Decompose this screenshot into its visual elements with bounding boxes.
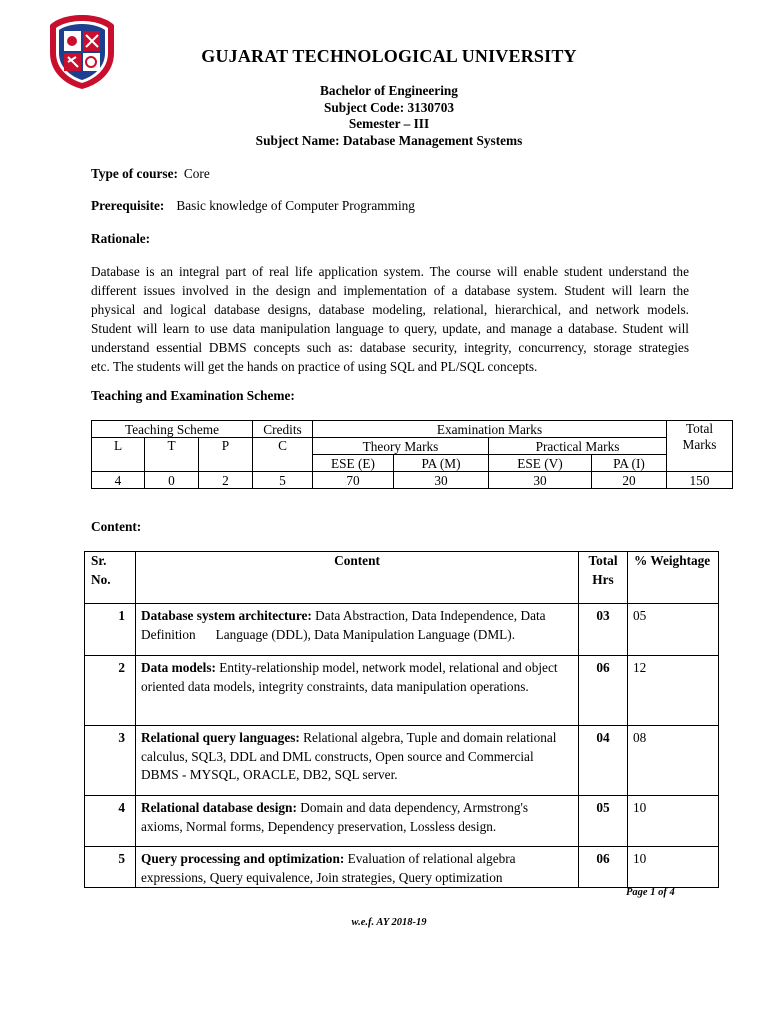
l-value: 4 bbox=[92, 472, 145, 489]
table-row: 5 Query processing and optimization: Evaluation of relational algebra expressions, Query equivalence, Join strategies, Query optimization 06 10 bbox=[85, 847, 719, 888]
practical-marks-header: Practical Marks bbox=[489, 438, 667, 455]
p-header: P bbox=[199, 438, 253, 472]
prerequisite-value: Basic knowledge of Computer Programming bbox=[176, 198, 415, 213]
theory-marks-header: Theory Marks bbox=[313, 438, 489, 455]
ese-e-value: 70 bbox=[313, 472, 394, 489]
degree: Bachelor of Engineering bbox=[320, 83, 458, 98]
rationale-line: physical and logical database designs, database modeling, relational, hierarchical, and network models. bbox=[91, 302, 689, 317]
pa-m-value: 30 bbox=[394, 472, 489, 489]
rationale-line: Database is an integral part of real life application system. The course will enable student understand the bbox=[91, 264, 689, 279]
total-hrs-header: Total Hrs bbox=[579, 552, 628, 604]
content-heading: Content: bbox=[91, 519, 142, 534]
rationale-line: different issues involved in the design and implementation of a database system. Student will learn the bbox=[91, 283, 689, 298]
university-title: GUJARAT TECHNOLOGICAL UNIVERSITY bbox=[201, 46, 577, 66]
credits-header: Credits bbox=[253, 421, 313, 438]
rationale-line: etc. The students will get the hands on practice of using SQL and PL/SQL concepts. bbox=[91, 359, 538, 374]
ese-v-value: 30 bbox=[489, 472, 592, 489]
p-value: 2 bbox=[199, 472, 253, 489]
teaching-scheme-header: Teaching Scheme bbox=[92, 421, 253, 438]
subject-code: Subject Code: 3130703 bbox=[323, 99, 454, 115]
total-value: 150 bbox=[667, 472, 733, 489]
rationale-text bbox=[91, 262, 689, 376]
subject-name: Subject Name: Database Management Systems bbox=[255, 132, 523, 148]
page-number: Page 1 of 4 bbox=[626, 887, 675, 898]
t-header: T bbox=[145, 438, 199, 472]
pa-m-header: PA (M) bbox=[394, 455, 489, 472]
sr-no-header: Sr. No. bbox=[85, 552, 136, 604]
ese-v-header: ESE (V) bbox=[489, 455, 592, 472]
teaching-exam-scheme-table bbox=[91, 420, 733, 489]
scheme-heading: Teaching and Examination Scheme: bbox=[91, 388, 295, 403]
c-value: 5 bbox=[253, 472, 313, 489]
weightage-header: % Weightage bbox=[628, 552, 719, 604]
examination-marks-header: Examination Marks bbox=[313, 421, 667, 438]
prerequisite-label: Prerequisite: bbox=[91, 198, 165, 213]
course-type bbox=[91, 166, 210, 182]
course-type-value: Core bbox=[183, 166, 210, 181]
subject-header bbox=[0, 83, 768, 149]
ese-e-header: ESE (E) bbox=[313, 455, 394, 472]
pa-i-value: 20 bbox=[592, 472, 667, 489]
table-row: 4 Relational database design: Domain and data dependency, Armstrong's axioms, Normal forms, Dependency preservation, Lossless design. 05 10 bbox=[85, 796, 719, 847]
table-row: 1 Database system architecture: Data Abstraction, Data Independence, Data Definition Language (DDL), Data Manipulation Language (DML). 03 05 bbox=[85, 604, 719, 656]
c-header: C bbox=[253, 438, 313, 472]
pa-i-header: PA (I) bbox=[592, 455, 667, 472]
content-table bbox=[84, 551, 719, 888]
total-marks-header: Total Marks bbox=[667, 421, 733, 472]
rationale-line: understand essential DBMS concepts such as: database security, integrity, concurrency, storage strategies bbox=[91, 340, 689, 355]
table-row: 3 Relational query languages: Relational algebra, Tuple and domain relational calculus, SQL3, DDL and DML constructs, Open source and Commercial DBMS - MYSQL, ORACLE, DB2, SQL server. 04 08 bbox=[85, 726, 719, 796]
t-value: 0 bbox=[145, 472, 199, 489]
rationale-line: Student will learn to use data manipulation language to query, update, and manage a database. Student will bbox=[91, 321, 689, 336]
content-header: Content bbox=[136, 552, 579, 604]
effective-year: w.e.f. AY 2018-19 bbox=[351, 917, 427, 928]
l-header: L bbox=[92, 438, 145, 472]
rationale-heading: Rationale: bbox=[91, 231, 151, 246]
course-type-label: Type of course: bbox=[91, 166, 178, 181]
semester: Semester – III bbox=[348, 116, 430, 131]
prerequisite bbox=[91, 198, 415, 214]
table-row: 2 Data models: Entity-relationship model, network model, relational and object oriented data models, integrity constraints, data manipulation operations. 06 12 bbox=[85, 656, 719, 726]
